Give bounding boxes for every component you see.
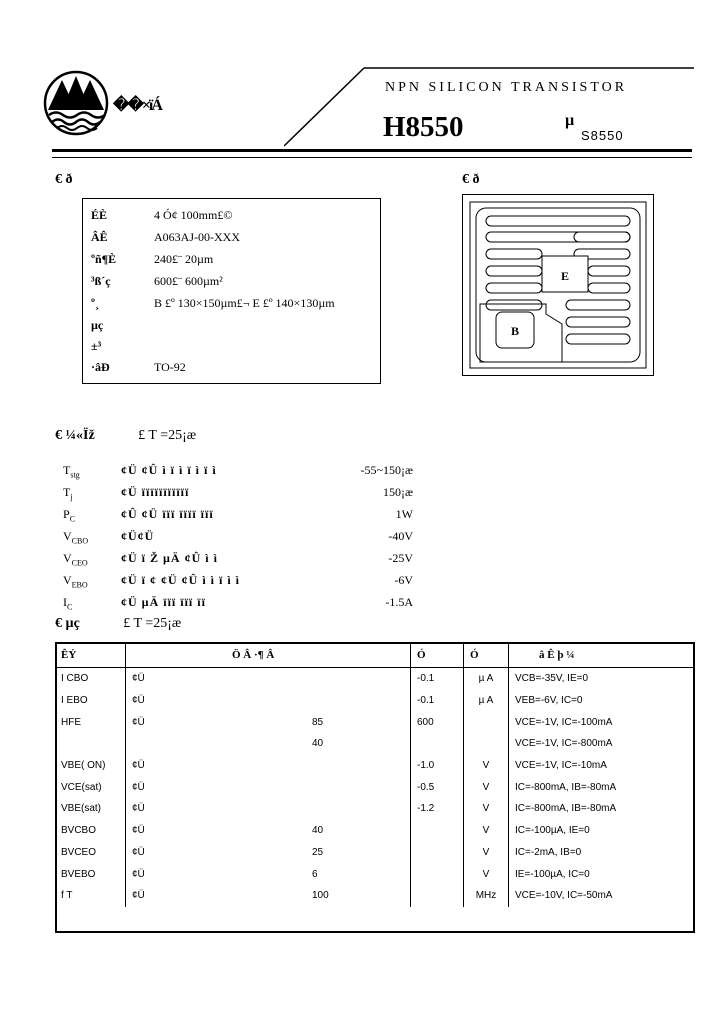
cell-max: -0.1: [411, 668, 464, 690]
cell-a: ¢Ü: [132, 760, 145, 772]
cell-unit: V: [464, 820, 509, 842]
cell-a: ¢Ü: [132, 781, 145, 793]
cell-sym: HFE: [55, 711, 126, 733]
cell-cond: VCE=-10V, IC=-50mA: [515, 890, 613, 902]
cell-unit: µ A: [464, 690, 509, 712]
cell-min: 25: [192, 842, 411, 864]
die-layout-diagram: [462, 194, 654, 376]
cell-min: 6: [192, 863, 411, 885]
cell-max: -0.5: [411, 776, 464, 798]
cell-sym: I CBO: [55, 668, 126, 690]
cell-cond: IC=-800mA, IB=-80mA: [515, 781, 617, 793]
cell-max: -0.1: [411, 690, 464, 712]
cell-cond: VCB=-35V, IE=0: [515, 673, 589, 685]
cell-cond: IC=-800mA, IB=-80mA: [515, 803, 617, 815]
die-base-label: B: [510, 324, 520, 338]
cell-sym: VBE( ON): [55, 755, 126, 777]
header-diagonal: [284, 67, 694, 147]
section-electrical: € µç £ T =25¡æ: [55, 616, 182, 631]
cell-cond: VCE=-1V, IC=-100mA: [515, 716, 613, 728]
die-emitter-label: E: [560, 269, 570, 283]
cell-cond: VEB=-6V, IC=0: [515, 695, 583, 707]
cell-min: 100: [192, 885, 411, 907]
company-name: ��×ïÁ: [113, 97, 161, 114]
cell-unit: V: [464, 798, 509, 820]
part-number: H8550: [383, 111, 464, 143]
section-max-ratings: € ¼«Ïž £ T =25¡æ: [55, 428, 197, 443]
cell-a: ¢Ü: [132, 716, 145, 728]
cell-a: ¢Ü: [132, 825, 145, 837]
cell-a: ¢Ü: [132, 803, 145, 815]
cell-sym: VCE(sat): [55, 776, 126, 798]
cell-unit: µ A: [464, 668, 509, 690]
cell-cond: IE=-100µA, IC=0: [515, 868, 590, 880]
cell-cond: VCE=-1V, IC=-800mA: [515, 738, 613, 750]
cell-a: ¢Ü: [132, 846, 145, 858]
product-subtitle: NPN SILICON TRANSISTOR: [385, 80, 628, 95]
table-header: ÊÝ Ö Â ·¶ Â Ó Ó â Ê þ ¼: [55, 642, 693, 668]
cell-max: -1.2: [411, 798, 464, 820]
cell-cond: IC=-2mA, IB=0: [515, 846, 582, 858]
cell-sym: f T: [55, 885, 126, 907]
chip-info-box: ÉÈ 4 Ó¢ 100mm£© ÂÊ A063AJ-00-XXX ºñ¶È 240£¨ 20µm ³ß´ç 600£¨ 600µm² º¸ B £º 130×150µm£¬ E £º 140×130µm µç ±³ ·âÐ TO-92: [82, 198, 381, 384]
cell-a: ¢Ü: [132, 868, 145, 880]
cell-sym: BVCEO: [55, 842, 126, 864]
cell-unit: V: [464, 755, 509, 777]
cell-unit: V: [464, 776, 509, 798]
cell-unit: V: [464, 842, 509, 864]
cell-sym: VBE(sat): [55, 798, 126, 820]
section-chip-info: € ð: [55, 172, 73, 187]
cell-max: -1.0: [411, 755, 464, 777]
cell-cond: VCE=-1V, IC=-10mA: [515, 760, 607, 772]
cell-min: 40: [192, 733, 411, 755]
section-die-layout: € ð: [462, 172, 480, 187]
alt-part-number: S8550: [581, 128, 624, 143]
cell-max: 600: [411, 711, 464, 733]
cell-unit: V: [464, 863, 509, 885]
cell-sym: BVEBO: [55, 863, 126, 885]
electrical-table-border: [55, 642, 695, 933]
cell-unit: MHz: [464, 885, 509, 907]
cell-a: ¢Ü: [132, 673, 145, 685]
cell-a: ¢Ü: [132, 890, 145, 902]
header-rule-thick: [52, 149, 692, 152]
company-logo: [43, 70, 109, 136]
cell-a: ¢Ü: [132, 695, 145, 707]
cell-min: 85: [192, 711, 411, 733]
header-rule-thin: [52, 157, 692, 158]
mark: µ: [565, 112, 575, 129]
cell-min: 40: [192, 820, 411, 842]
cell-sym: I EBO: [55, 690, 126, 712]
cell-cond: IC=-100µA, IE=0: [515, 825, 590, 837]
cell-sym: BVCBO: [55, 820, 126, 842]
